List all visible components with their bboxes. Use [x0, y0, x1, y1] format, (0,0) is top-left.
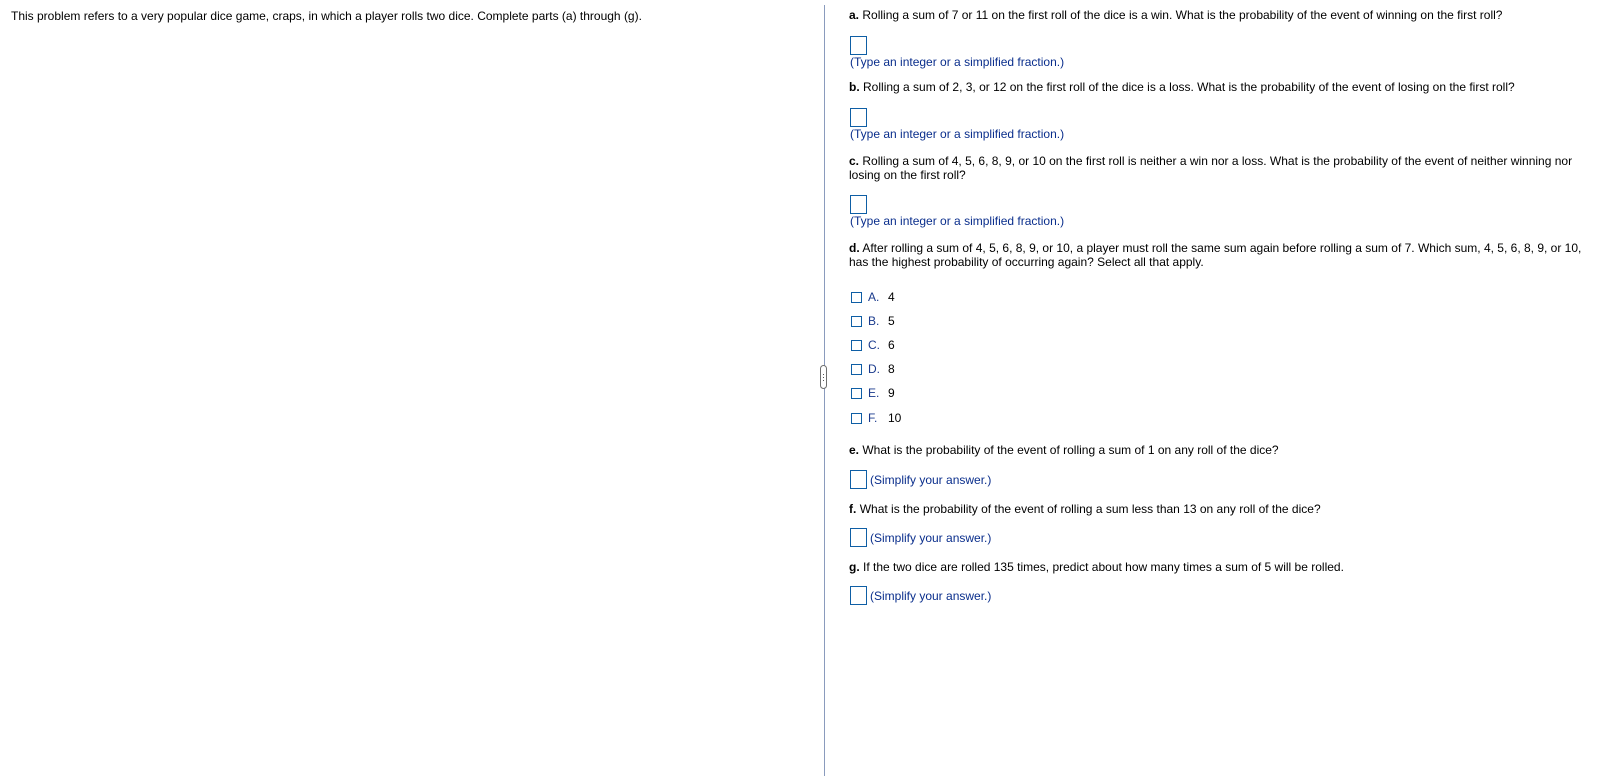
option-c-letter: C.: [868, 338, 880, 352]
option-c-value: 6: [888, 338, 895, 352]
answer-g-input[interactable]: [850, 586, 867, 605]
grip-dot: [823, 380, 824, 381]
grip-dot: [823, 374, 824, 375]
option-f-checkbox[interactable]: [851, 413, 862, 424]
option-f-letter: F.: [868, 411, 878, 425]
option-f[interactable]: [851, 410, 901, 426]
question-a-text: Rolling a sum of 7 or 11 on the first roll of the dice is a win. What is the probability of the event of winning on the first roll?: [862, 8, 1503, 22]
option-d[interactable]: [851, 361, 895, 377]
question-b-label: b.: [849, 80, 860, 94]
option-d-letter: D.: [868, 362, 880, 376]
answer-f-hint: (Simplify your answer.): [870, 531, 992, 545]
question-g: [849, 560, 1594, 574]
answer-a-hint: (Type an integer or a simplified fraction.): [850, 55, 1065, 69]
option-a[interactable]: [851, 289, 895, 305]
question-f-label: f.: [849, 502, 857, 516]
question-c-label: c.: [849, 154, 860, 168]
question-c-text: Rolling a sum of 4, 5, 6, 8, 9, or 10 on the first roll is neither a win nor a loss. What is the probability of the event of neither winning nor losing on the first roll?: [849, 154, 1573, 182]
option-f-value: 10: [888, 411, 902, 425]
question-d-label: d.: [849, 241, 860, 255]
option-c-checkbox[interactable]: [851, 340, 862, 351]
question-d: [849, 241, 1594, 269]
question-g-label: g.: [849, 560, 860, 574]
option-b-letter: B.: [868, 314, 880, 328]
answer-g-hint: (Simplify your answer.): [870, 589, 992, 603]
option-c[interactable]: [851, 337, 895, 353]
question-f-text: What is the probability of the event of rolling a sum less than 13 on any roll of the dice?: [859, 502, 1321, 516]
question-f: [849, 502, 1594, 516]
question-b-text: Rolling a sum of 2, 3, or 12 on the first roll of the dice is a loss. What is the probability of the event of losing on the first roll?: [863, 80, 1515, 94]
answer-e-input[interactable]: [850, 470, 867, 489]
question-c: [849, 154, 1594, 182]
question-a-label: a.: [849, 8, 860, 22]
option-e[interactable]: [851, 385, 895, 401]
question-e: [849, 443, 1594, 457]
option-e-value: 9: [888, 386, 895, 400]
option-e-checkbox[interactable]: [851, 388, 862, 399]
option-a-value: 4: [888, 290, 895, 304]
option-a-letter: A.: [868, 290, 880, 304]
problem-intro: This problem refers to a very popular dice game, craps, in which a player rolls two dice. Complete parts (a) through (g).: [11, 9, 642, 23]
answer-c-hint: (Type an integer or a simplified fraction.): [850, 214, 1065, 228]
question-g-text: If the two dice are rolled 135 times, predict about how many times a sum of 5 will be rolled.: [863, 560, 1344, 574]
option-b-value: 5: [888, 314, 895, 328]
question-e-text: What is the probability of the event of rolling a sum of 1 on any roll of the dice?: [862, 443, 1279, 457]
answer-a-input[interactable]: [850, 36, 867, 55]
answer-c-input[interactable]: [850, 195, 867, 214]
option-b-checkbox[interactable]: [851, 316, 862, 327]
option-e-letter: E.: [868, 386, 880, 400]
question-e-label: e.: [849, 443, 860, 457]
option-d-checkbox[interactable]: [851, 364, 862, 375]
grip-dot: [823, 377, 824, 378]
question-a: [849, 8, 1599, 22]
answer-e-hint: (Simplify your answer.): [870, 473, 992, 487]
option-a-checkbox[interactable]: [851, 292, 862, 303]
pane-divider: [824, 5, 825, 776]
answer-f-input[interactable]: [850, 528, 867, 547]
answer-b-input[interactable]: [850, 108, 867, 127]
question-b: [849, 80, 1599, 94]
pane-resize-handle[interactable]: [820, 365, 827, 389]
option-d-value: 8: [888, 362, 895, 376]
question-d-text: After rolling a sum of 4, 5, 6, 8, 9, or 10, a player must roll the same sum again before rolling a sum of 7. Which sum, 4, 5, 6, 8, 9, or 10, has the highest probability of occurring again? Select all that apply.: [849, 241, 1582, 269]
option-b[interactable]: [851, 313, 895, 329]
answer-b-hint: (Type an integer or a simplified fraction.): [850, 127, 1065, 141]
